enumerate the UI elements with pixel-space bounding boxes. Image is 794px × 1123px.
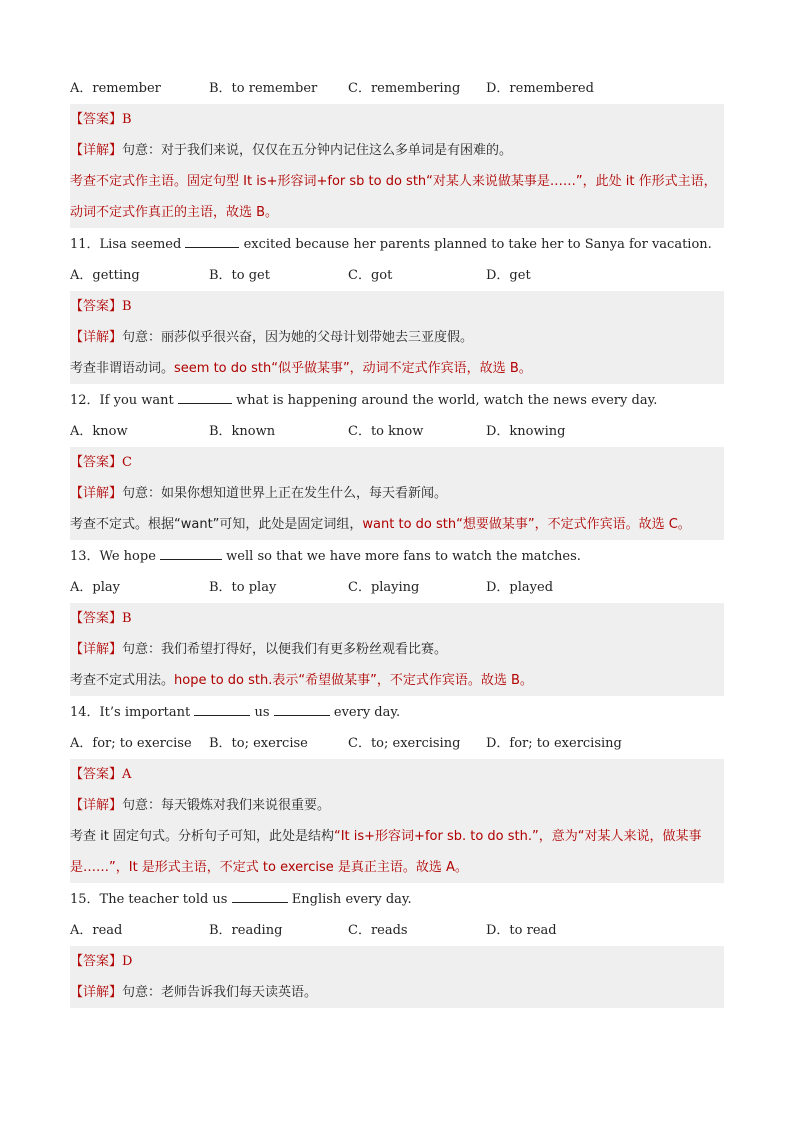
q14-options: [70, 728, 724, 759]
q12-options: [70, 416, 724, 447]
q15-stem: [70, 884, 412, 915]
answer-blank: [178, 391, 232, 404]
q11-answer: [70, 291, 132, 322]
q14-explain-1: [70, 821, 701, 852]
answer-value: B: [122, 299, 132, 314]
answer-value: B: [122, 611, 132, 626]
q12-explain: [70, 509, 691, 540]
stem-text: every day.: [333, 705, 401, 720]
q13-options: [70, 572, 724, 603]
q11-option-d: D．get: [486, 268, 531, 283]
q15-option-c: C．reads: [348, 923, 408, 938]
detail-label: 【详解】: [70, 985, 123, 1000]
stem-text: well so that we have more fans to watch the matches.: [226, 549, 581, 564]
q12-answer: [70, 447, 132, 478]
q10-answer: [70, 104, 132, 135]
answer-label: 【答案】: [70, 767, 123, 782]
q13-explain: [70, 665, 533, 696]
q13-option-d: D．played: [486, 580, 554, 595]
stem-text: excited because her parents planned to take her to Sanya for vacation.: [243, 237, 712, 252]
q14-option-b: B．to; exercise: [209, 736, 308, 751]
detail-text: 句意：每天锻炼对我们来说很重要。: [122, 798, 331, 813]
stem-text: us: [254, 705, 270, 720]
explain-text-red: hope to do sth.表示“希望做某事”，不定式作宾语。故选 B。: [174, 673, 533, 688]
answer-blank: [274, 703, 330, 716]
stem-text: 12．If you want: [70, 393, 174, 408]
detail-text: 句意：老师告诉我们每天读英语。: [122, 985, 318, 1000]
q12-option-b: B．known: [209, 424, 276, 439]
detail-text: 句意：我们希望打得好，以便我们有更多粉丝观看比赛。: [122, 642, 448, 657]
explain-text-red: want to do sth“想要做某事”，不定式作宾语。故选 C。: [362, 517, 691, 532]
q11-options: [70, 260, 724, 291]
detail-text: 句意：对于我们来说，仅仅在五分钟内记住这么多单词是有困难的。: [122, 143, 513, 158]
q12-stem: [70, 385, 657, 416]
answer-value: A: [122, 767, 132, 782]
q13-answer: [70, 603, 132, 634]
explain-text: 考查不定式用法。: [70, 673, 175, 688]
explain-text-red: seem to do sth“似乎做某事”，动词不定式作宾语，故选 B。: [174, 361, 532, 376]
explain-text-red: “It is+形容词+for sb. to do sth.”，意为“对某人来说，做某事: [333, 829, 702, 844]
explain-text: 考查 it 固定句式。分析句子可知，此处是结构: [70, 829, 334, 844]
stem-text: 13．We hope: [70, 549, 156, 564]
q12-option-c: C．to know: [348, 424, 424, 439]
answer-blank: [185, 235, 239, 248]
stem-text: 14．It’s important: [70, 705, 191, 720]
q13-option-a: A．play: [70, 580, 120, 595]
q14-answer: [70, 759, 131, 790]
q14-detail: [70, 790, 330, 821]
detail-label: 【详解】: [70, 486, 123, 501]
q12-option-a: A．know: [70, 424, 128, 439]
q14-explain-2: [70, 852, 468, 883]
answer-label: 【答案】: [70, 299, 123, 314]
q11-explain: [70, 353, 532, 384]
q10-options: [70, 73, 724, 104]
stem-text: 11．Lisa seemed: [70, 237, 182, 252]
q15-detail: [70, 977, 317, 1008]
detail-label: 【详解】: [70, 642, 123, 657]
q12-option-d: D．knowing: [486, 424, 566, 439]
q10-explain-1: [70, 166, 717, 197]
detail-text: 句意：丽莎似乎很兴奋，因为她的父母计划带她去三亚度假。: [122, 330, 474, 345]
q14-option-c: C．to; exercising: [348, 736, 461, 751]
q15-answer: [70, 946, 132, 977]
q15-options: [70, 915, 724, 946]
q15-option-b: B．reading: [209, 923, 283, 938]
q14-stem: [70, 697, 400, 728]
q13-detail: [70, 634, 447, 665]
stem-text: English every day.: [291, 892, 412, 907]
q13-stem: [70, 541, 581, 572]
detail-label: 【详解】: [70, 798, 123, 813]
detail-label: 【详解】: [70, 330, 123, 345]
answer-value: B: [122, 112, 132, 127]
answer-label: 【答案】: [70, 455, 123, 470]
q12-detail: [70, 478, 447, 509]
explain-text-red: 是……”，It 是形式主语，不定式 to exercise 是真正主语。故选 A。: [70, 860, 468, 875]
answer-value: D: [122, 954, 133, 969]
q10-option-d: D．remembered: [486, 81, 594, 96]
answer-value: C: [122, 455, 132, 470]
stem-text: what is happening around the world, watch the news every day.: [236, 393, 658, 408]
q15-option-a: A．read: [70, 923, 123, 938]
explain-text: 考查非谓语动词。: [70, 361, 175, 376]
q11-option-c: C．got: [348, 268, 393, 283]
detail-label: 【详解】: [70, 143, 123, 158]
q14-option-d: D．for; to exercising: [486, 736, 622, 751]
q11-stem: [70, 229, 712, 260]
q15-option-d: D．to read: [486, 923, 557, 938]
q10-detail: [70, 135, 512, 166]
stem-text: 15．The teacher told us: [70, 892, 228, 907]
answer-blank: [194, 703, 250, 716]
q11-detail: [70, 322, 473, 353]
answer-label: 【答案】: [70, 954, 123, 969]
q11-option-b: B．to get: [209, 268, 270, 283]
q10-option-a: A．remember: [70, 81, 161, 96]
q14-option-a: A．for; to exercise: [70, 736, 192, 751]
answer-label: 【答案】: [70, 112, 123, 127]
explain-text: 动词不定式作真正的主语，故选 B。: [70, 205, 279, 220]
q13-option-b: B．to play: [209, 580, 277, 595]
answer-label: 【答案】: [70, 611, 123, 626]
q13-option-c: C．playing: [348, 580, 420, 595]
detail-text: 句意：如果你想知道世界上正在发生什么，每天看新闻。: [122, 486, 448, 501]
q11-option-a: A．getting: [70, 268, 140, 283]
answer-blank: [160, 547, 222, 560]
explain-text: 考查不定式作主语。固定句型 It is+形容词+for sb to do sth“对某人来说做某事是……”，此处 it 作形式主语，: [70, 174, 717, 189]
q10-option-b: B．to remember: [209, 81, 318, 96]
q10-option-c: C．remembering: [348, 81, 461, 96]
answer-blank: [232, 890, 288, 903]
q10-explain-2: [70, 197, 278, 228]
explain-text: 考查不定式。根据“want”可知，此处是固定词组，: [70, 517, 363, 532]
